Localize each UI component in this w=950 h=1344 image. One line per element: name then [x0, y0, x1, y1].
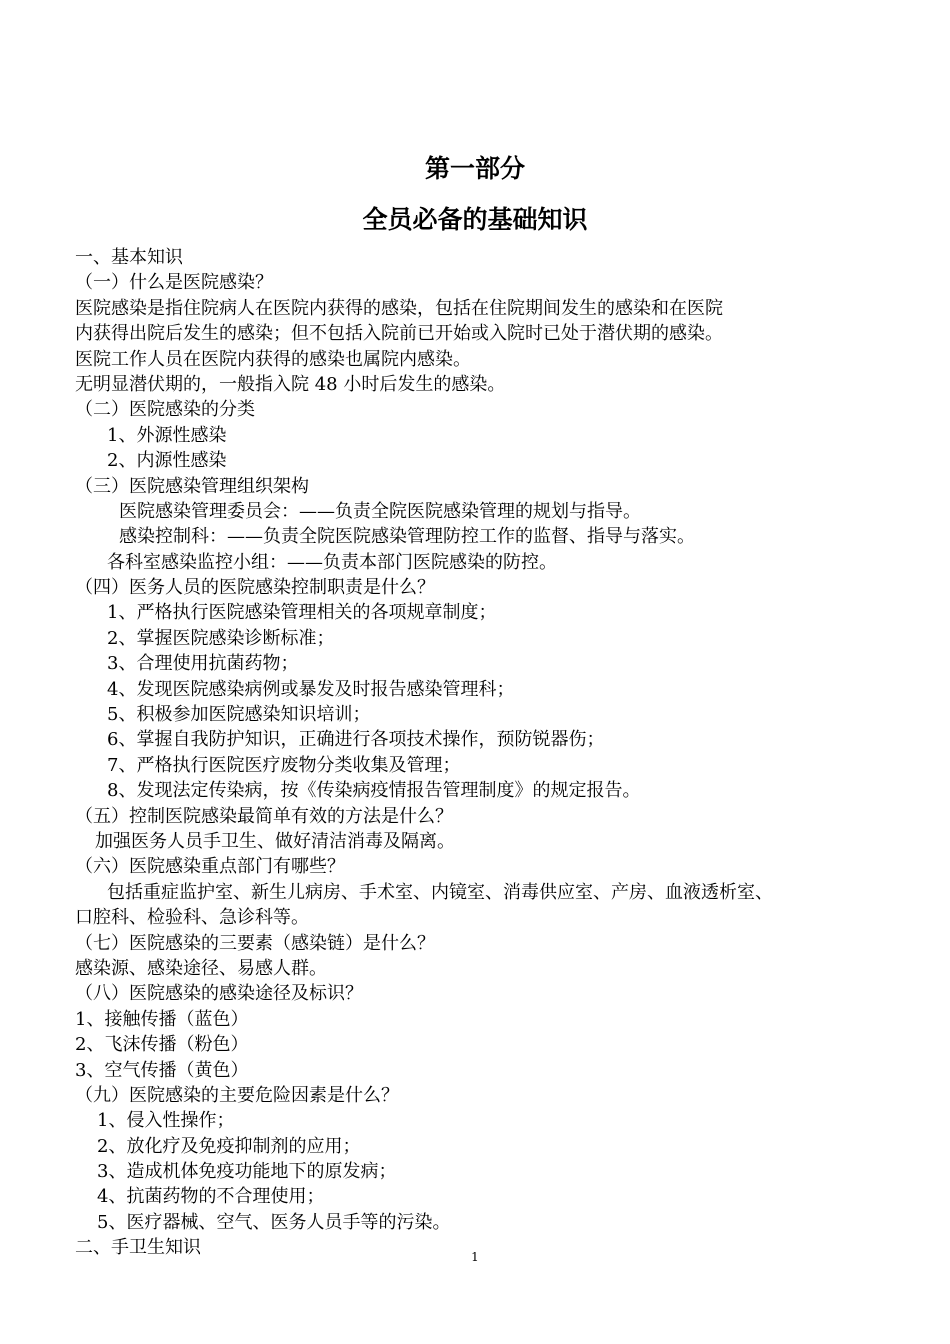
body-text	[75, 245, 895, 1261]
answer-line: 加强医务人员手卫生、做好清洁消毒及隔离。	[95, 830, 455, 852]
question-8: （八）医院感染的感染途径及标识？	[75, 983, 363, 1005]
question-5: （五）控制医院感染最简单有效的方法是什么？	[75, 805, 453, 827]
list-item: 3、合理使用抗菌药物；	[107, 653, 299, 675]
question-9: （九）医院感染的主要危险因素是什么？	[75, 1084, 399, 1106]
list-item: 3、空气传播（黄色）	[75, 1059, 249, 1081]
list-item: 2、掌握医院感染诊断标准；	[107, 627, 335, 649]
list-item: 感染控制科：——负责全院医院感染管理防控工作的监督、指导与落实。	[119, 526, 695, 548]
list-item: 1、接触传播（蓝色）	[75, 1008, 249, 1030]
list-item: 医院感染管理委员会：——负责全院医院感染管理的规划与指导。	[119, 500, 641, 522]
list-item: 2、飞沫传播（粉色）	[75, 1034, 249, 1056]
answer-line: 口腔科、检验科、急诊科等。	[75, 907, 309, 929]
list-item: 各科室感染监控小组：——负责本部门医院感染的防控。	[107, 551, 557, 573]
question-4: （四）医务人员的医院感染控制职责是什么？	[75, 577, 435, 599]
question-1: （一）什么是医院感染？	[75, 272, 273, 294]
question-2: （二）医院感染的分类	[75, 399, 255, 421]
paragraph-line: 无明显潜伏期的，一般指入院 48 小时后发生的感染。	[75, 373, 506, 395]
paragraph-line: 医院感染是指住院病人在医院内获得的感染，包括在住院期间发生的感染和在医院	[75, 297, 723, 319]
list-item: 4、发现医院感染病例或暴发及时报告感染管理科；	[107, 678, 515, 700]
list-item: 4、抗菌药物的不合理使用；	[97, 1186, 325, 1208]
answer-line: 包括重症监护室、新生儿病房、手术室、内镜室、消毒供应室、产房、血液透析室、	[107, 881, 773, 903]
part-title: 第一部分	[424, 154, 525, 183]
heading-hand-hygiene: 二、手卫生知识	[75, 1237, 201, 1259]
list-item: 6、掌握自我防护知识，正确进行各项技术操作，预防锐器伤；	[107, 729, 605, 751]
question-7: （七）医院感染的三要素（感染链）是什么？	[75, 932, 435, 954]
paragraph-line: 内获得出院后发生的感染；但不包括入院前已开始或入院时已处于潜伏期的感染。	[75, 323, 723, 345]
question-6: （六）医院感染重点部门有哪些？	[75, 856, 345, 878]
list-item: 2、放化疗及免疫抑制剂的应用；	[97, 1135, 361, 1157]
list-item: 7、严格执行医院医疗废物分类收集及管理；	[107, 754, 461, 776]
list-item: 2、内源性感染	[107, 450, 227, 472]
paragraph-line: 医院工作人员在医院内获得的感染也属院内感染。	[75, 348, 471, 370]
list-item: 3、造成机体免疫功能地下的原发病；	[97, 1161, 397, 1183]
list-item: 1、外源性感染	[107, 424, 227, 446]
section-title: 全员必备的基础知识	[362, 205, 588, 234]
list-item: 8、发现法定传染病，按《传染病疫情报告管理制度》的规定报告。	[107, 780, 641, 802]
page-number: 1	[471, 1250, 479, 1264]
heading-basic-knowledge: 一、基本知识	[75, 247, 183, 268]
list-item: 5、积极参加医院感染知识培训；	[107, 704, 371, 726]
list-item: 5、医疗器械、空气、医务人员手等的污染。	[97, 1211, 451, 1233]
list-item: 1、严格执行医院感染管理相关的各项规章制度；	[107, 602, 497, 624]
question-3: （三）医院感染管理组织架构	[75, 475, 309, 497]
list-item: 1、侵入性操作；	[97, 1110, 235, 1132]
answer-line: 感染源、感染途径、易感人群。	[75, 957, 327, 979]
